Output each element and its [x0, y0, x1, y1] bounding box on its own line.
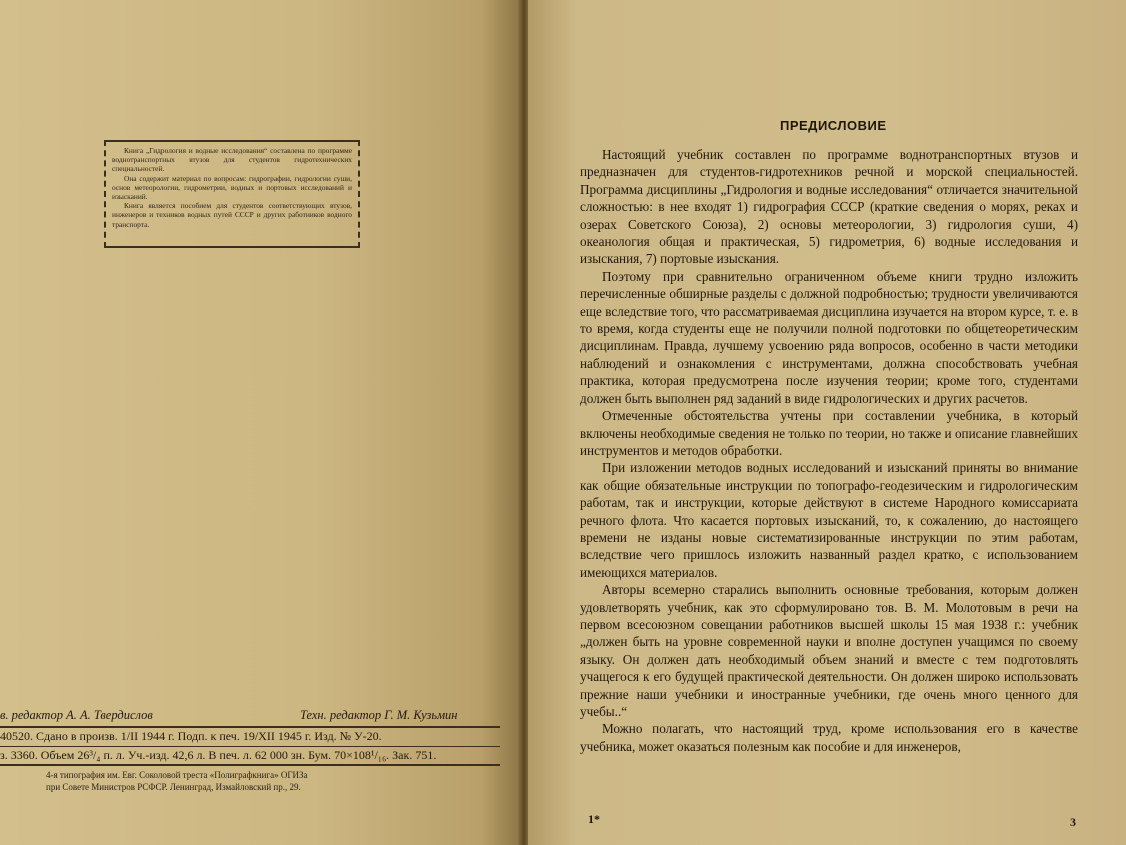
signature-mark: 1* — [588, 812, 600, 826]
preface-paragraph: Авторы всемерно старались выполнить основные требования, которым должен удовлетворять учебник, как это сформулировано тов. В. М. Молотовым в речи на первом всесоюзном совещании работников высшей школы 15 мая 1938 г.: учебник „должен быть на уровне современной науки и вполне доступен учащимся по своему языку. Он должен дать необходимый объем знаний и вместе с тем подготовлять учащегося к его будущей практической деятельности. Он должен широко использовать прежние наши учебники и иностранные учебники, где очень много ценного для учебы..“ — [580, 582, 1078, 719]
annotation-paragraph: Книга является пособием для студентов соответствующих втузов, инженеров и техников водных путей СССР и других работников водного транспорта. — [112, 201, 352, 229]
printer-line-1: 4-я типография им. Евг. Соколовой треста «Полиграфкнига» ОГИЗа — [46, 770, 308, 780]
preface-paragraph: Можно полагать, что настоящий труд, кроме использования его в качестве учебника, может оказаться полезным как пособие и для инженеров, — [580, 721, 1078, 754]
preface-paragraph: Настоящий учебник составлен по программе воднотранспортных втузов и предназначен для студентов-гидротехников речной и морской специальностей. Программа дисциплины „Гидрология и водные исследования“ отличается значительной сложностью: в нее входят 1) гидрография СССР (краткие сведения о морях, реках и озерах Советского Союза), 2) основы метеорологии, 3) гидрология суши, 4) океанология общая и практическая, 5) гидрометрия, 6) водные исследования и изыскания, 7) портовые изыскания. — [580, 147, 1078, 267]
annotation-paragraph: Она содержит материал по вопросам: гидрографии, гидрологии суши, основ метеорологии, гидрометрии, водных и портовых исследований и изысканий. — [112, 173, 352, 202]
imprint-line-2: з. 3360. Объем 26³/₄ п. л. Уч.-изд. 42,6 л. В печ. л. 62 000 зн. Бум. 70×108¹/₁₆. Зак. 751. — [0, 748, 437, 762]
preface-paragraph: Отмеченные обстоятельства учтены при составлении учебника, в который включены необходимые сведения не только по теории, но также и описание главнейших инструментов и методов обработки. — [580, 408, 1078, 458]
imprint-rule — [0, 726, 500, 728]
preface-heading: ПРЕДИСЛОВИЕ — [780, 118, 887, 133]
imprint-line-1: 40520. Сдано в произв. 1/II 1944 г. Подп. к печ. 19/XII 1945 г. Изд. № У-20. — [0, 729, 382, 743]
editors-line — [0, 708, 500, 724]
imprint-rule — [0, 764, 500, 766]
preface-body — [580, 146, 1078, 755]
page-number: 3 — [1070, 815, 1076, 829]
printer-line-2: при Совете Министров РСФСР. Ленинград, Измайловский пр., 29. — [46, 782, 301, 792]
preface-paragraph: При изложении методов водных исследований и изысканий приняты во внимание как общие обязательные инструкции по топографо-геодезическим и гидрологическим работам, так и инструкции, которые действуют в системе Народного комиссариата речного флота. Что касается портовых изысканий, то, к сожалению, до настоящего времени не изданы новые систематизированные инструкции по этим работам, вследствие чего пришлось изложить названный раздел кратко, с использованием имеющихся материалов. — [580, 460, 1078, 580]
editor-left: в. редактор А. А. Твердислов — [0, 708, 153, 722]
preface-paragraph: Поэтому при сравнительно ограниченном объеме книги трудно изложить перечисленные обширные разделы с должной подробностью; трудности увеличиваются еще вследствие того, что рассматриваемая дисциплина изучается на втором курсе, т. е. в то время, когда студенты еще не получили полной подготовки по общетеоретическим дисциплинам. Правда, лучшему усвоению ряда вопросов, особенно в части методики наблюдений и ознакомления с инструментами, должна способствовать учебная практика, которая предусмотрена после изучения теории; кроме того, студентами должен быть выполнен ряд заданий в виде гидрологических и других расчетов. — [580, 268, 1078, 406]
annotation-paragraph: Книга „Гидрология и водные исследования“ составлена по программе воднотранспортных втузов для студентов гидротехнических специальностей. — [112, 146, 352, 174]
annotation-box — [104, 140, 360, 248]
imprint-rule — [0, 746, 500, 747]
editor-right: Техн. редактор Г. М. Кузьмин — [300, 708, 458, 722]
